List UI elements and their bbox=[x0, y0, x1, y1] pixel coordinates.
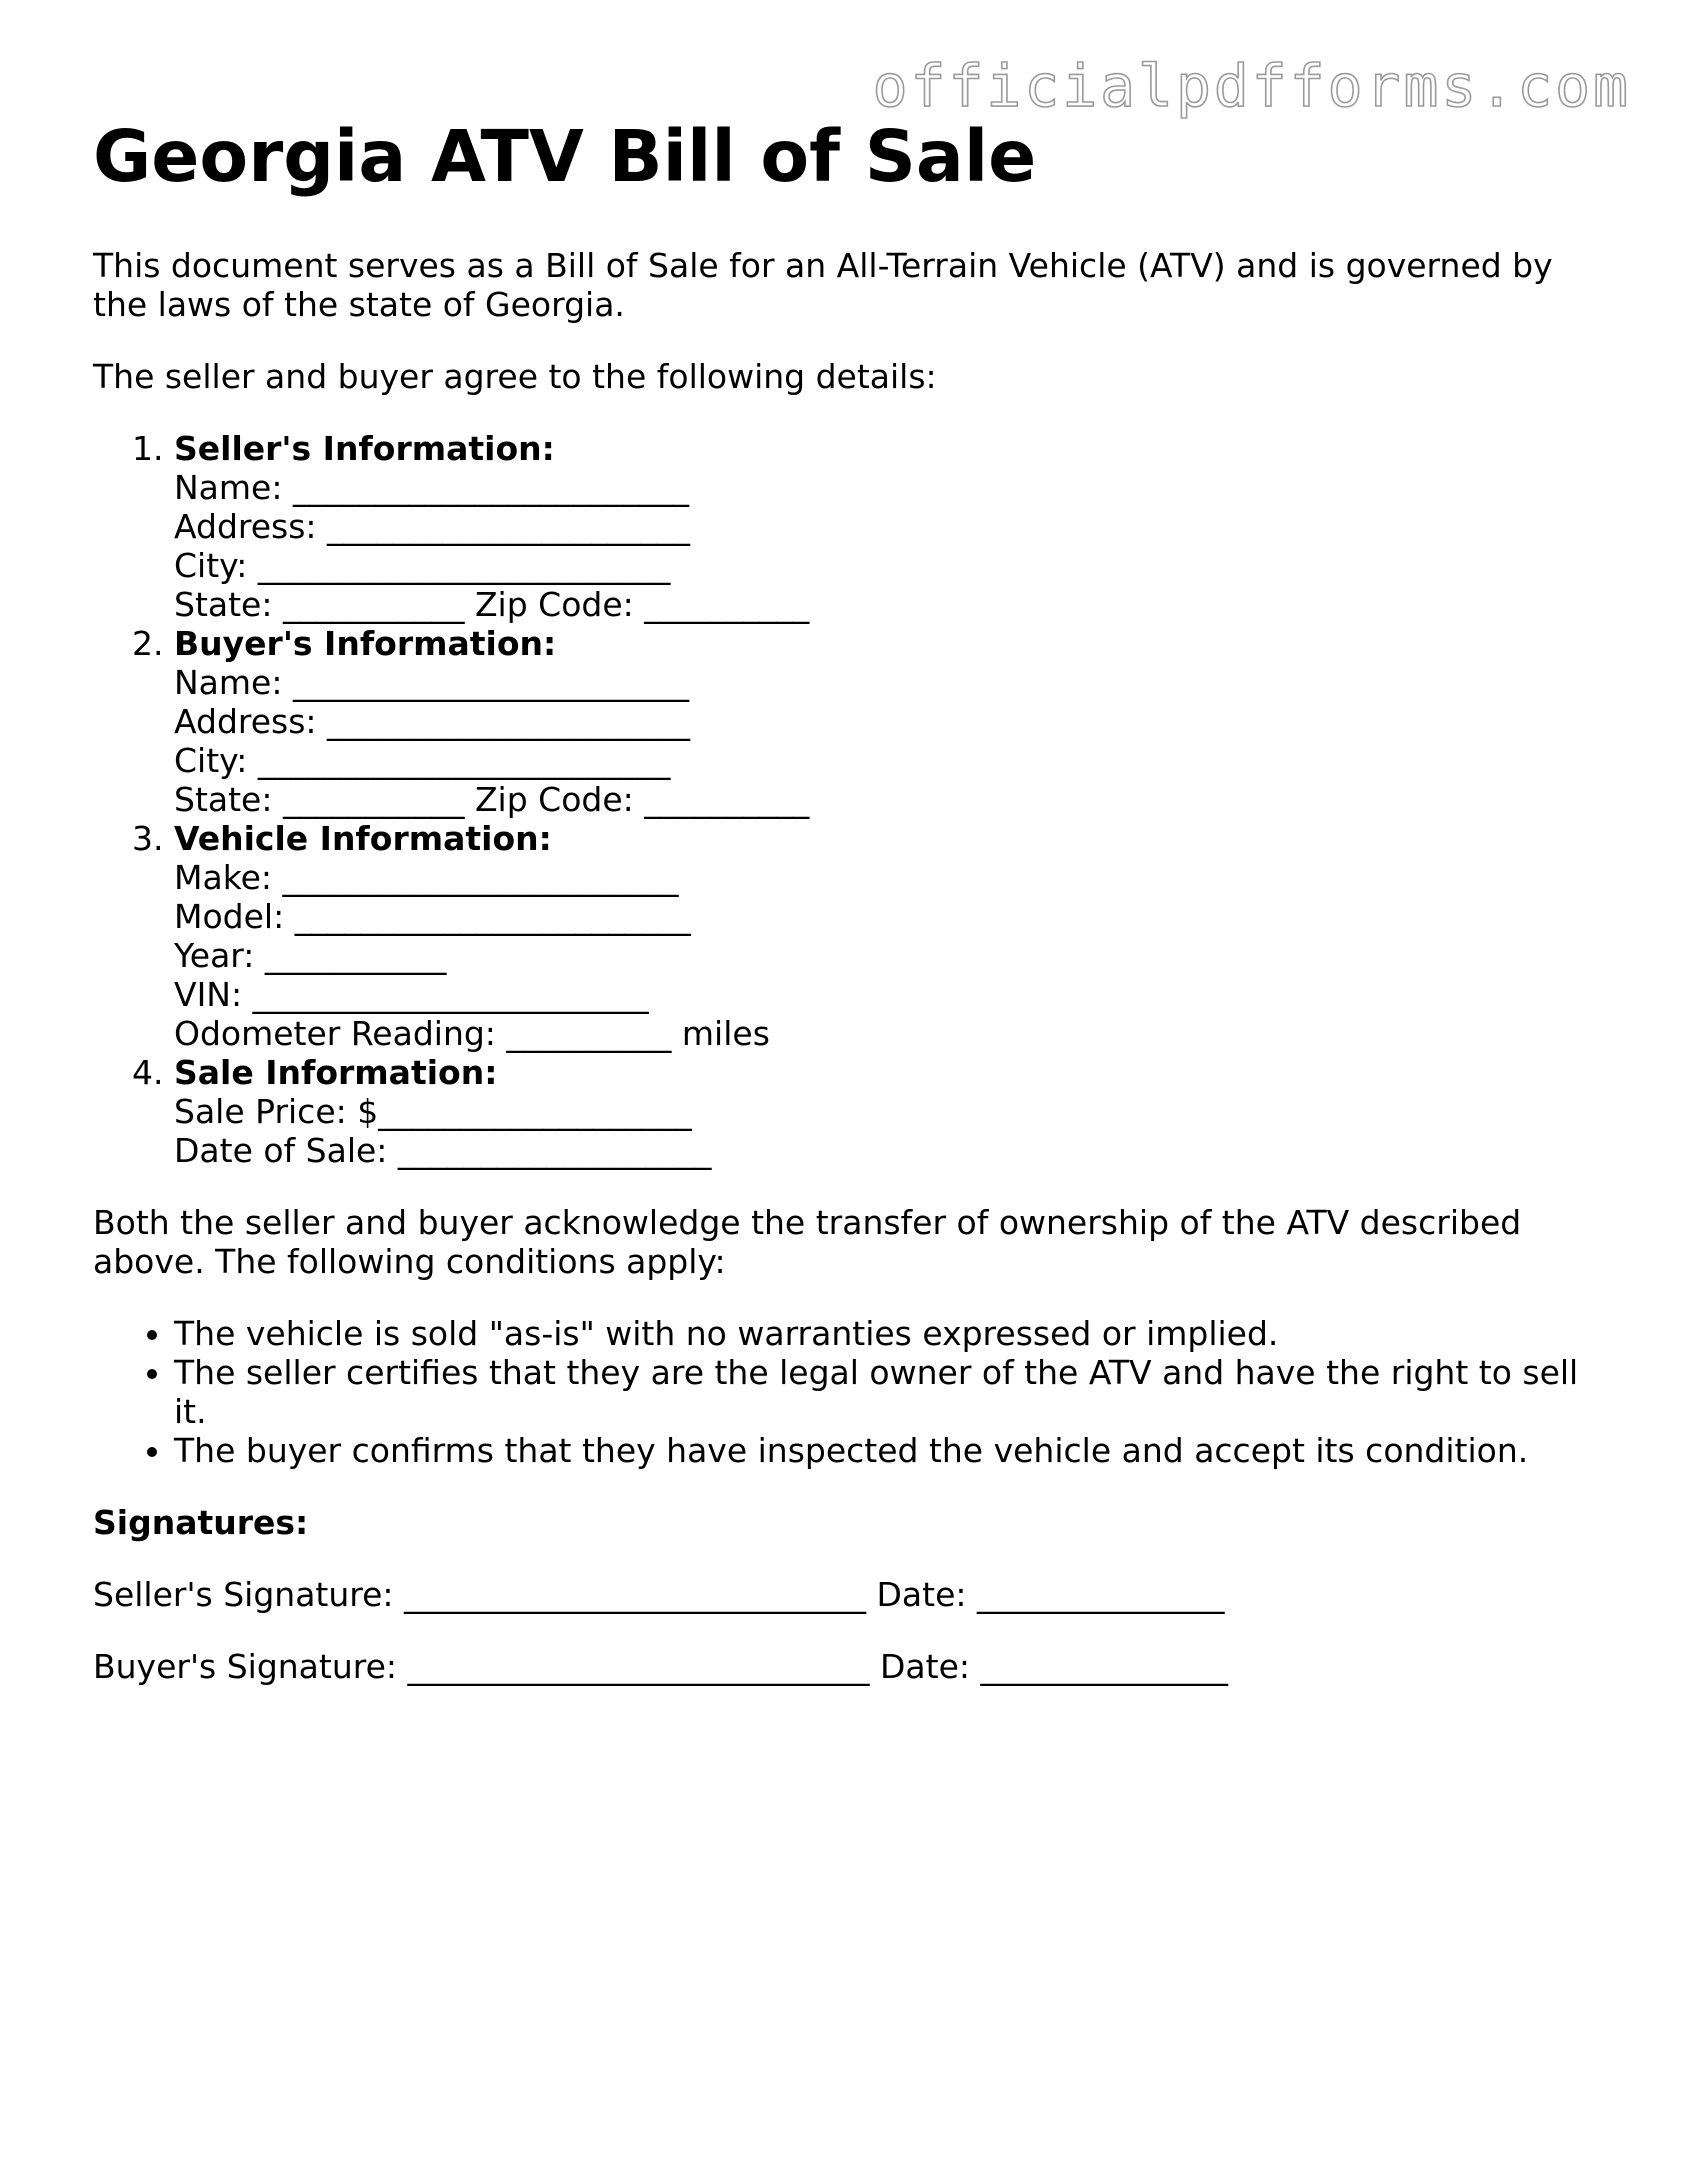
section-seller-info bbox=[174, 429, 1593, 624]
vehicle-year-field[interactable]: Year: ___________ bbox=[174, 936, 447, 975]
buyer-city-field[interactable]: City: _________________________ bbox=[174, 741, 671, 780]
document-title: Georgia ATV Bill of Sale bbox=[93, 115, 1037, 198]
odometer-field[interactable]: Odometer Reading: __________ miles bbox=[174, 1014, 770, 1053]
section-title: Buyer's Information: bbox=[174, 624, 557, 663]
buyer-address-field[interactable]: Address: ______________________ bbox=[174, 702, 691, 741]
vehicle-make-field[interactable]: Make: ________________________ bbox=[174, 858, 679, 897]
sale-price-field[interactable]: Sale Price: $___________________ bbox=[174, 1092, 692, 1131]
vehicle-model-field[interactable]: Model: ________________________ bbox=[174, 897, 691, 936]
buyer-name-field[interactable]: Name: ________________________ bbox=[174, 663, 689, 702]
seller-signature-line[interactable]: Seller's Signature: ____________________________ Date: _______________ bbox=[93, 1575, 1225, 1614]
section-sale-info bbox=[174, 1053, 1593, 1170]
seller-state-zip-field[interactable]: State: ___________ Zip Code: __________ bbox=[174, 585, 810, 624]
condition-item: • The buyer confirms that they have inspected the vehicle and accept its condition. bbox=[174, 1431, 1593, 1470]
condition-item: • The seller certifies that they are the legal owner of the ATV and have the right to sell it. bbox=[174, 1353, 1593, 1431]
buyer-signature-line[interactable]: Buyer's Signature: ____________________________ Date: _______________ bbox=[93, 1647, 1228, 1686]
signatures-heading: Signatures: bbox=[93, 1503, 309, 1542]
condition-item: • The vehicle is sold "as-is" with no warranties expressed or implied. bbox=[174, 1314, 1593, 1353]
sale-date-field[interactable]: Date of Sale: ___________________ bbox=[174, 1131, 712, 1170]
section-title: Vehicle Information: bbox=[174, 819, 552, 858]
buyer-state-zip-field[interactable]: State: ___________ Zip Code: __________ bbox=[174, 780, 810, 819]
conditions-list bbox=[93, 1314, 1593, 1470]
section-vehicle-info bbox=[174, 819, 1593, 1053]
acknowledgement-paragraph: Both the seller and buyer acknowledge the transfer of ownership of the ATV described above. The following conditions apply: bbox=[93, 1203, 1522, 1281]
agreement-paragraph: The seller and buyer agree to the following details: bbox=[93, 357, 937, 396]
details-list bbox=[93, 429, 1593, 1170]
section-title: Seller's Information: bbox=[174, 429, 555, 468]
document-page bbox=[93, 112, 1593, 1686]
section-title: Sale Information: bbox=[174, 1053, 498, 1092]
watermark: officialpdfforms.com bbox=[872, 52, 1631, 120]
seller-city-field[interactable]: City: _________________________ bbox=[174, 546, 671, 585]
intro-paragraph: This document serves as a Bill of Sale for an All-Terrain Vehicle (ATV) and is governed by the laws of the state of Georgia. bbox=[93, 246, 1553, 324]
seller-name-field[interactable]: Name: ________________________ bbox=[174, 468, 689, 507]
section-buyer-info bbox=[174, 624, 1593, 819]
seller-address-field[interactable]: Address: ______________________ bbox=[174, 507, 691, 546]
vehicle-vin-field[interactable]: VIN: ________________________ bbox=[174, 975, 649, 1014]
